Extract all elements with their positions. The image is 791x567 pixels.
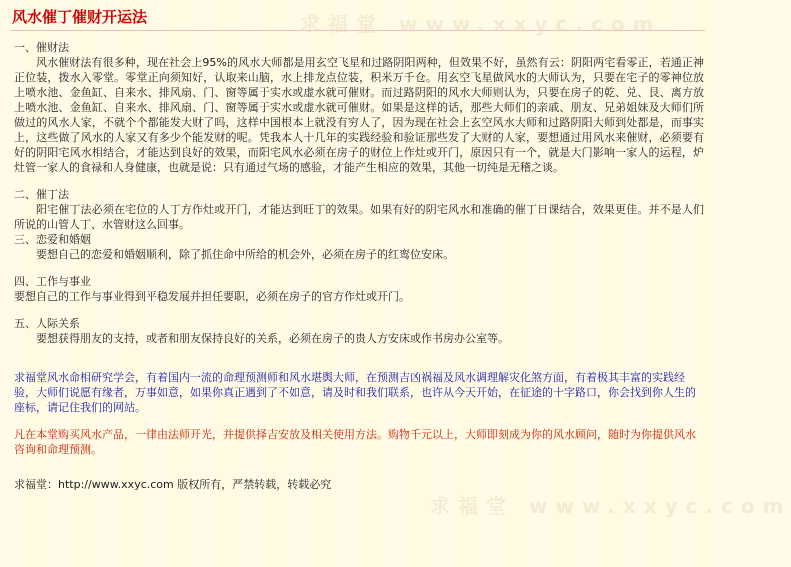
title-divider	[10, 30, 705, 31]
section-body-love: 要想自己的恋爱和婚姻顺利，除了抓住命中所给的机会外，必须在房子的红鸾位安床。	[36, 248, 454, 261]
watermark: 求福堂 www.xxyc.com	[300, 12, 662, 36]
section-title-career: 四、工作与事业	[14, 275, 91, 288]
section-body-wealth: 风水催财法有很多种，现在社会上95%的风水大师都是用玄空飞星和过路阴阳两种，但效果不好，虽然有云：阴阳两宅看零正，若通正神正位装，拨水入零堂。零堂正向须知好，认取来山脑，水上排龙点位装，积米万千仓。用玄空飞星做风水的大师认为，只要在宅子的零神位放上喷水池、金鱼缸、自来水、排风扇、门、窗等属于实水或虚水就可催财。而过路阴阳的风水大师则认为，只要在房子的乾、兑、艮、离方放上喷水池、金鱼缸、自来水、排风扇、门、窗等属于实水或虚水就可催财。如果是这样的话，那些大师们的亲戚、朋友、兄弟姐妹及大师们所做过的风水人家，不就个个都能发大财了吗，这样中国根本上就没有穷人了，因为现在社会上玄空风水大师和过路阴阳大师到处都是，而事实上，这些做了风水的人家又有多少个能发财的呢。凭我本人十几年的实践经验和验证那些发了大财的人家，要想通过用风水来催财，必须要有好的阴阳宅风水相结合，才能达到良好的效果，而阳宅风水必须在房子的财位上作灶或开门，原因只有一个，就是大门影响一家人的运程，炉灶管一家人的食禄和人身健康，也就是说：只有通过气场的感验，才能产生相应的效果，其他一切纯是无稽之谈。	[14, 56, 704, 174]
section-body-career: 要想自己的工作与事业得到平稳发展并担任要职，必须在房子的官方作灶或开门。	[14, 290, 410, 303]
section-title-wealth: 一、催财法	[14, 41, 69, 54]
section-body-offspring: 阳宅催丁法必须在宅位的人丁方作灶或开门，才能达到旺丁的效果。如果有好的阴宅风水和准确的催丁日课结合，效果更佳。并不是人们所说的山管人丁、水管财这么回事。	[14, 203, 704, 231]
watermark: 求福堂 www.xxyc.com	[430, 494, 791, 518]
page-title: 风水催丁催财开运法	[12, 8, 148, 26]
section-title-love: 三、恋爱和婚姻	[14, 233, 91, 246]
article-content	[14, 40, 704, 492]
section-title-offspring: 二、催丁法	[14, 188, 69, 201]
section-title-relations: 五、人际关系	[14, 317, 80, 330]
promo-blue-text: 求福堂风水命相研究学会，有着国内一流的命理预测师和风水堪舆大师，在预测吉凶祸福及风水调理解灾化煞方面，有着极其丰富的实践经验，大师们说愿有缘者，万事如意，如果你真正遇到了不如意，请及时和我们联系，也许从今天开始，在征途的十字路口，你会找到你人生的座标，请记住我们的网站。	[14, 371, 696, 414]
promo-red-text: 凡在本堂购买风水产品，一律由法师开光，并提供择吉安放及相关使用方法。购物千元以上，大师即刻成为你的风水顾问，随时为你提供风水咨询和命理预测。	[14, 428, 696, 456]
section-body-relations: 要想获得朋友的支持，或者和朋友保持良好的关系，必须在房子的贵人方安床或作书房办公室等。	[36, 332, 509, 345]
footer-copyright: 求福堂：http://www.xxyc.com 版权所有，严禁转载，转载必究	[14, 478, 332, 491]
